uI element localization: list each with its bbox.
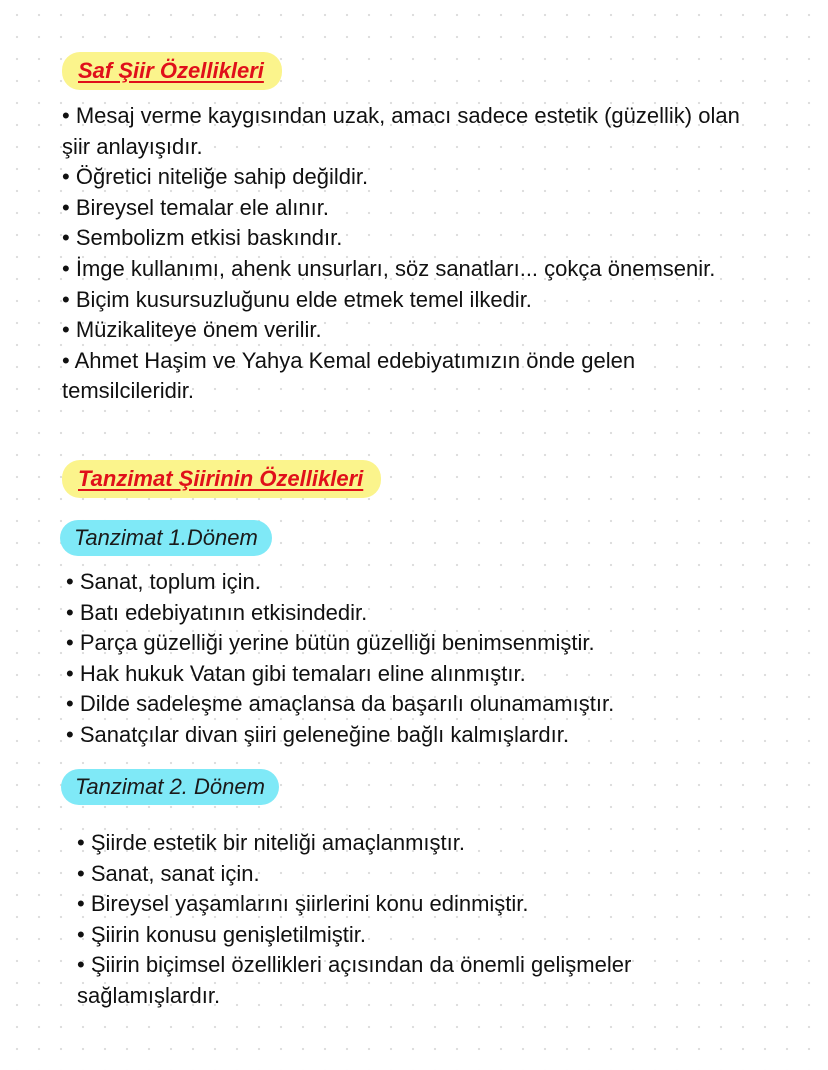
list-item: • Parça güzelliği yerine bütün güzelliği benimsenmiştir. (66, 630, 595, 656)
bullet-icon: • (66, 630, 74, 656)
bullet-icon: • (66, 660, 74, 686)
saf-siir-list (62, 101, 762, 407)
bullet-icon: • (77, 921, 85, 947)
list-item: • Sembolizm etkisi baskındır. (62, 225, 343, 251)
bullet-icon: • (62, 194, 70, 220)
bullet-icon: • (66, 599, 74, 625)
list-item: • Mesaj verme kaygısından uzak, amacı sadece estetik (güzellik) olan şiir anlayışıdır. (62, 103, 740, 159)
list-item: • Sanatçılar divan şiiri geleneğine bağlı kalmışlardır. (66, 721, 569, 747)
bullet-icon: • (66, 721, 74, 747)
list-item: • Sanat, toplum için. (66, 569, 261, 594)
tanzimat-donem1-heading: Tanzimat 1.Dönem (60, 520, 272, 556)
tanzimat-donem2-heading: Tanzimat 2. Dönem (61, 769, 279, 805)
bullet-icon: • (66, 691, 74, 717)
list-item: • Biçim kusursuzluğunu elde etmek temel ilkedir. (62, 286, 532, 312)
tanzimat-heading: Tanzimat Şiirinin Özellikleri (62, 460, 381, 498)
list-item: • Şiirin konusu genişletilmiştir. (77, 921, 366, 947)
list-item: • Öğretici niteliğe sahip değildir. (62, 164, 369, 190)
saf-siir-heading: Saf Şiir Özellikleri (62, 52, 282, 90)
list-item: • Bireysel yaşamlarını şiirlerini konu edinmiştir. (77, 891, 529, 917)
tanzimat-donem2-list (77, 828, 777, 1012)
list-item: • İmge kullanımı, ahenk unsurları, söz sanatları... çokça önemsenir. (62, 255, 716, 281)
list-item: • Hak hukuk Vatan gibi temaları eline alınmıştır. (66, 660, 526, 686)
bullet-icon: • (62, 255, 70, 281)
list-item: • Dilde sadeleşme amaçlansa da başarılı olunamamıştır. (66, 691, 615, 717)
list-item: • Ahmet Haşim ve Yahya Kemal edebiyatımızın önde gelen temsilcileridir. (62, 347, 636, 404)
list-item: • Bireysel temalar ele alınır. (62, 194, 329, 220)
list-item: • Müzikaliteye önem verilir. (62, 317, 322, 343)
list-item: • Sanat, sanat için. (77, 860, 260, 886)
bullet-icon: • (62, 103, 70, 128)
list-item: • Şiirde estetik bir niteliği amaçlanmıştır. (77, 830, 465, 855)
bullet-icon: • (62, 286, 70, 312)
bullet-icon: • (77, 891, 85, 917)
tanzimat-donem1-list (66, 567, 786, 751)
list-item: • Şiirin biçimsel özellikleri açısından da önemli gelişmeler sağlamışlardır. (77, 952, 632, 1008)
list-item: • Batı edebiyatının etkisindedir. (66, 599, 368, 625)
bullet-icon: • (62, 347, 70, 373)
bullet-icon: • (77, 860, 85, 886)
bullet-icon: • (77, 952, 85, 978)
bullet-icon: • (62, 317, 70, 343)
bullet-icon: • (62, 225, 70, 251)
bullet-icon: • (66, 569, 74, 594)
bullet-icon: • (62, 164, 70, 190)
bullet-icon: • (77, 830, 85, 855)
